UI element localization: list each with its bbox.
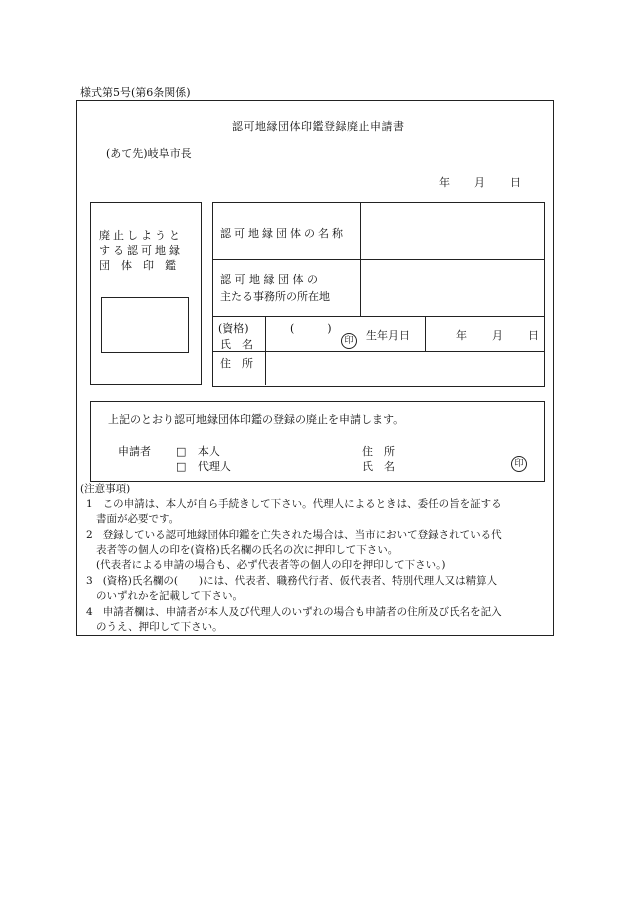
- note-item-3: [86, 574, 546, 604]
- note-num-1: 1: [86, 498, 93, 510]
- note-num-3: 3: [86, 575, 93, 587]
- note-num-2: 2: [86, 529, 93, 541]
- date-month-label: 月: [474, 176, 485, 189]
- request-statement: 上記のとおり認可地縁団体印鑑の登録の廃止を申請します。: [108, 413, 405, 426]
- qualification-parens[interactable]: ( ): [290, 322, 332, 335]
- addressee: (あて先)岐阜市長: [106, 147, 192, 160]
- applicant-address-label: 住 所: [362, 445, 395, 458]
- note-item-4: [86, 605, 546, 635]
- address-field[interactable]: [266, 352, 543, 385]
- note-text-2b: 表者等の個人の印を(資格)氏名欄の氏名の次に押印して下さい。: [96, 544, 399, 556]
- checkbox-self-icon[interactable]: □: [176, 445, 187, 458]
- note-text-2a: 登録している認可地縁団体印鑑を亡失された場合は、当市において登録されている代: [102, 529, 502, 541]
- stamp-mark-name: 印: [341, 333, 357, 349]
- qualification-label: (資格): [218, 322, 249, 335]
- address-label: 住 所: [220, 357, 253, 370]
- seal-section-label-1: 廃止しようと: [99, 229, 183, 242]
- note-text-3a: (資格)氏名欄の( )には、代表者、職務代行者、仮代表者、特別代理人又は精算人: [102, 575, 498, 587]
- org-name-field[interactable]: [361, 203, 543, 259]
- person-name-label: 氏 名: [220, 338, 253, 351]
- page-title: 認可地縁団体印鑑登録廃止申請書: [232, 120, 405, 133]
- note-text-2c: (代表者による申請の場合も、必ず代表者等の個人の印を押印して下さい。): [96, 559, 446, 571]
- option-agent[interactable]: [176, 458, 231, 474]
- date-year-label: 年: [439, 176, 450, 189]
- seal-impression-box[interactable]: [101, 297, 189, 353]
- checkbox-agent-icon[interactable]: □: [176, 460, 187, 473]
- stamp-mark-applicant: 印: [511, 456, 527, 472]
- note-text-1a: この申請は、本人が自ら手続きして下さい。代理人によるときは、委任の旨を証する: [102, 498, 502, 510]
- office-label-2: 主たる事務所の所在地: [220, 290, 330, 303]
- form-number: 様式第5号(第6条関係): [80, 86, 191, 99]
- office-address-field[interactable]: [361, 260, 543, 316]
- birth-month-label: 月: [492, 329, 503, 342]
- office-label-1: 認 可 地 縁 団 体 の: [220, 273, 318, 286]
- birthdate-label: 生年月日: [366, 329, 410, 342]
- date-day-label: 日: [510, 176, 521, 189]
- option-self-label: 本人: [197, 445, 220, 458]
- option-self[interactable]: [176, 443, 220, 459]
- birth-year-label: 年: [456, 329, 467, 342]
- applicant-name-label: 氏 名: [362, 460, 395, 473]
- note-item-2: [86, 528, 546, 573]
- option-agent-label: 代理人: [197, 460, 231, 473]
- birth-day-label: 日: [528, 329, 539, 342]
- note-text-3b: のいずれかを記載して下さい。: [96, 590, 243, 602]
- seal-section: [90, 202, 202, 385]
- notes-heading: (注意事項): [80, 483, 131, 495]
- applicant-label: 申請者: [118, 445, 151, 458]
- note-num-4: 4: [86, 606, 93, 618]
- note-text-4b: のうえ、押印して下さい。: [96, 621, 223, 633]
- note-text-4a: 申請者欄は、申請者が本人及び代理人のいずれの場合も申請者の住所及び氏名を記入: [102, 606, 502, 618]
- note-item-1: [86, 497, 546, 527]
- note-text-1b: 書面が必要です。: [96, 513, 180, 525]
- seal-section-label-2: する認可地縁: [99, 244, 183, 257]
- seal-section-label-3: 団 体 印 鑑: [99, 259, 176, 272]
- org-name-label: 認可地縁団体の名称: [220, 227, 346, 240]
